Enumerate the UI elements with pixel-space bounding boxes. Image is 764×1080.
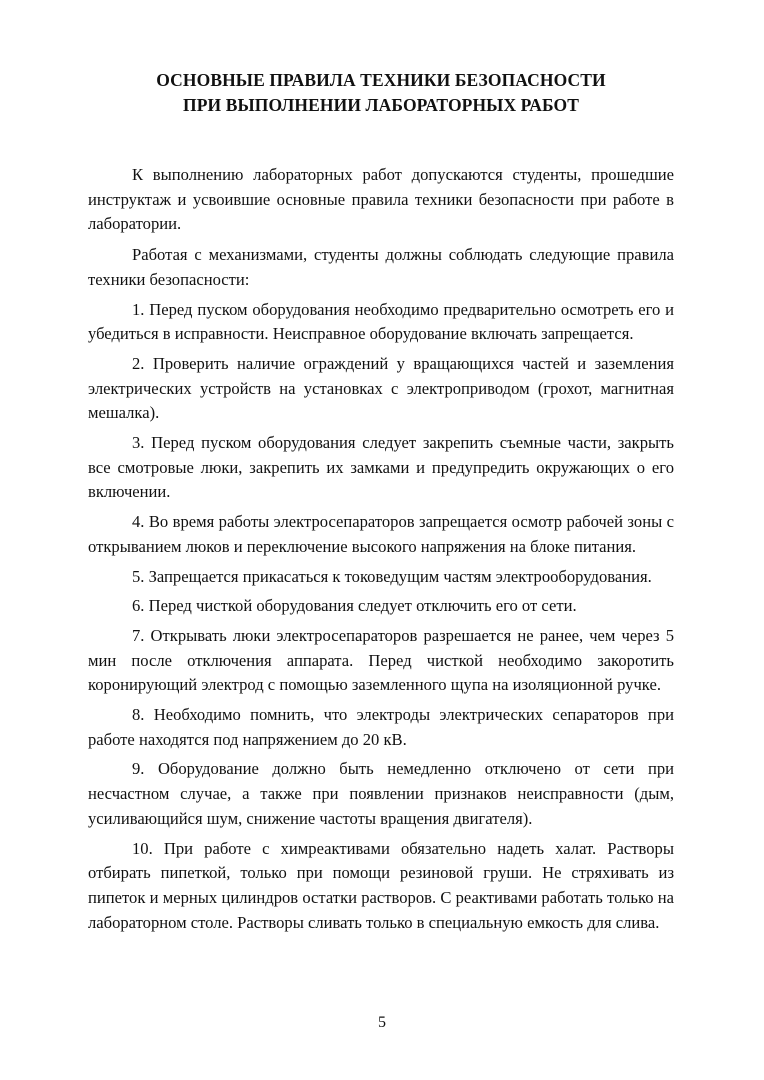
- lead-paragraph: Работая с механизмами, студенты должны соблюдать следующие правила техники безопасности:: [88, 245, 674, 289]
- rule-item-8: 8. Необходимо помнить, что электроды электрических сепараторов при работе находятся под напряжением до 20 кВ.: [88, 705, 674, 749]
- rule-item-1: 1. Перед пуском оборудования необходимо предварительно осмотреть его и убедиться в исправности. Неисправное оборудование включать запрещается.: [88, 299, 674, 344]
- rule-item-4: 4. Во время работы электросепараторов запрещается осмотр рабочей зоны с открыванием люков и переключение высокого напряжения на блоке питания.: [88, 512, 674, 556]
- rule-item-2: 2. Проверить наличие ограждений у вращающихся частей и заземления электрических устройств на установках с электроприводом (грохот, магнитная мешалка).: [88, 353, 674, 423]
- page-number: 5: [378, 1014, 386, 1031]
- rule-item-6: 6. Перед чисткой оборудования следует отключить его от сети.: [132, 596, 577, 616]
- rule-item-3: 3. Перед пуском оборудования следует закрепить съемные части, закрыть все смотровые люки, закрепить их замками и предупредить окружающих о его включении.: [88, 433, 674, 502]
- rule-item-10: 10. При работе с химреактивами обязательно надеть халат. Растворы отбирать пипеткой, только при помощи резиновой груши. Не стряхивать из пипеток и мерных цилиндров остатки растворов. С реактивами работать только на лабораторном столе. Растворы сливать только в специальную емкость для слива.: [88, 838, 674, 932]
- document-page: [88, 68, 674, 940]
- rule-item-5: 5. Запрещается прикасаться к токоведущим частям электрооборудования.: [132, 566, 652, 586]
- page-title: [88, 68, 674, 118]
- title-line-2: ПРИ ВЫПОЛНЕНИИ ЛАБОРАТОРНЫХ РАБОТ: [183, 95, 579, 115]
- rule-item-9: 9. Оборудование должно быть немедленно отключено от сети при несчастном случае, а также при появлении признаков неисправности (дым, усиливающийся шум, снижение частоты вращения двигателя).: [88, 759, 674, 828]
- title-line-1: ОСНОВНЫЕ ПРАВИЛА ТЕХНИКИ БЕЗОПАСНОСТИ: [156, 70, 606, 90]
- rule-item-7: 7. Открывать люки электросепараторов разрешается не ранее, чем через 5 мин после отключения аппарата. Перед чисткой необходимо закоротить коронирующий электрод с помощью заземленного щупа на изоляционной ручке.: [88, 625, 674, 695]
- intro-paragraph: К выполнению лабораторных работ допускаются студенты, прошедшие инструктаж и усвоившие основные правила техники безопасности при работе в лаборатории.: [88, 165, 674, 234]
